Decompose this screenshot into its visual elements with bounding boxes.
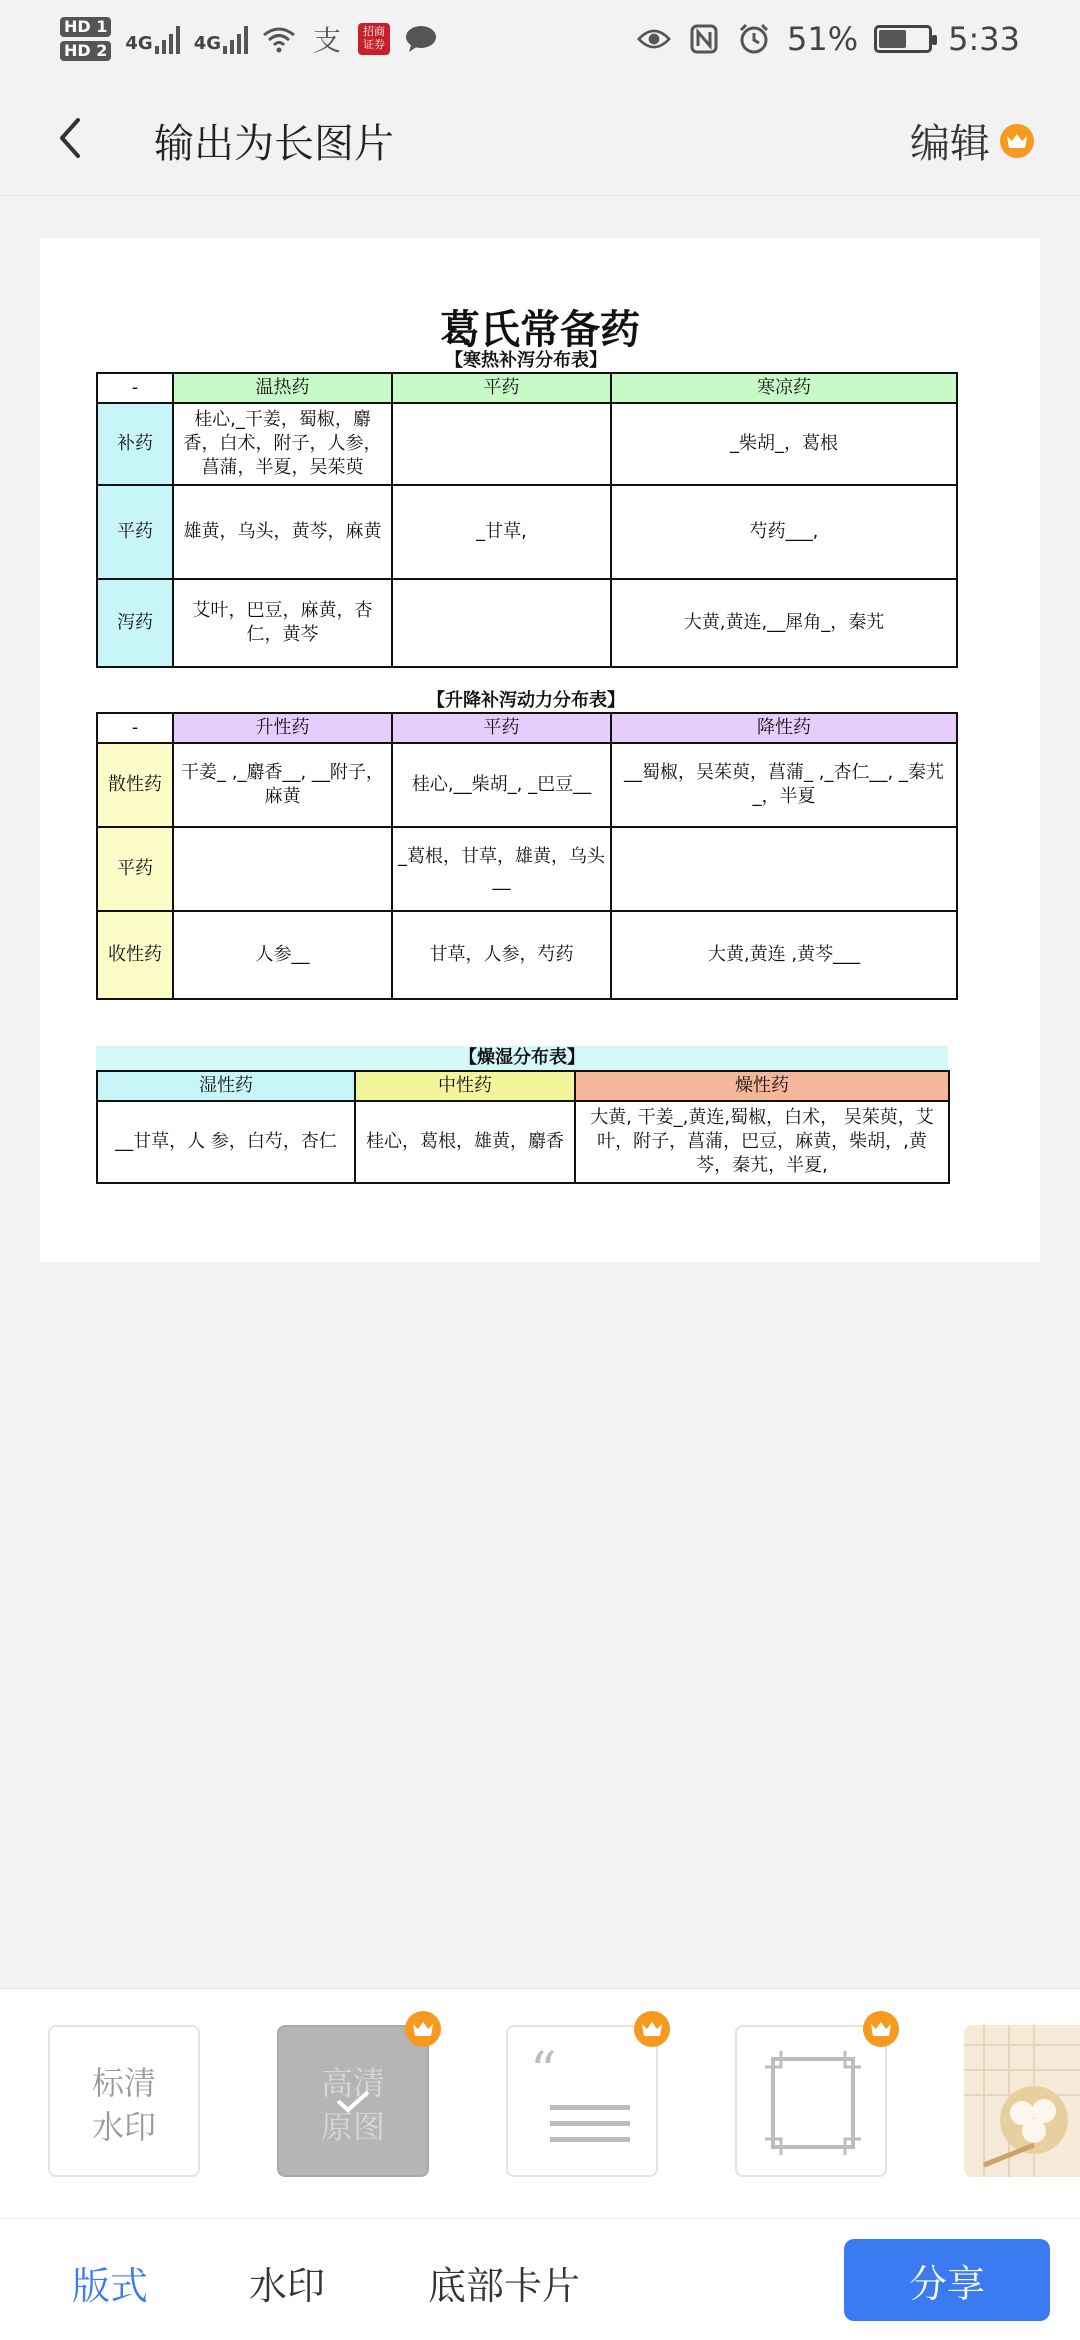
table-cell: 芍药___, [611, 485, 957, 579]
table-cell: 干姜_ ,_麝香__, __附子，麻黄 [173, 743, 392, 827]
edit-button[interactable] [910, 112, 1034, 169]
signal-1: 4G [125, 24, 179, 54]
row-label: 泻药 [97, 579, 173, 667]
table-header-cell: 湿性药 [97, 1071, 355, 1101]
quote-style-option[interactable] [506, 2025, 658, 2177]
table-cell [392, 579, 611, 667]
row-label: 散性药 [97, 743, 173, 827]
table-cell: 大黄,黄连 ,黄芩___ [611, 911, 957, 999]
eye-icon [637, 22, 671, 56]
table-cell: 甘草，人参，芍药 [392, 911, 611, 999]
table-cell: 雄黄，乌头，黄芩，麻黄 [173, 485, 392, 579]
checkmark-icon [335, 2089, 371, 2113]
back-button[interactable] [48, 108, 98, 168]
table-cell: 桂心,_干姜，蜀椒，麝香，白术，附子，人参，菖蒲，半夏，吴茱萸 [173, 403, 392, 485]
svg-text:“: “ [530, 2042, 557, 2102]
style-options-bar [0, 1988, 1080, 2218]
table-cell [392, 403, 611, 485]
app-notification-icon: 招商证券 [358, 23, 390, 55]
table-cell: _葛根，甘草，雄黄，乌头__ [392, 827, 611, 911]
page-title: 输出为长图片 [154, 121, 394, 167]
top-app-bar [0, 78, 1080, 196]
tab-footer-card[interactable]: 底部卡片 [428, 2264, 581, 2308]
table-cell: 人参__ [173, 911, 392, 999]
frame-icon [737, 2027, 889, 2179]
row-label: 补药 [97, 403, 173, 485]
share-button[interactable]: 分享 [844, 2239, 1050, 2321]
row-label: 收性药 [97, 911, 173, 999]
table-header-cell: 平药 [392, 373, 611, 403]
clock-time: 5:33 [948, 20, 1020, 58]
option-label: 高清 原图 [320, 2064, 385, 2146]
table-header-row [97, 713, 957, 743]
tab-watermark[interactable]: 水印 [249, 2264, 326, 2308]
wifi-icon [262, 22, 296, 56]
crown-icon [863, 2011, 899, 2047]
table-cell: 艾叶，巴豆，麻黄，杏仁，黄芩 [173, 579, 392, 667]
signal-bars-icon [155, 24, 180, 54]
signal-2: 4G [194, 24, 248, 54]
tab-format[interactable]: 版式 [72, 2264, 149, 2308]
table-cell: _甘草, [392, 485, 611, 579]
table-row [97, 1101, 949, 1183]
hd1-badge: HD 1 [60, 17, 111, 37]
table-cell: __蜀椒，吴茱萸，菖蒲_ ,_杏仁__, _秦艽_，半夏 [611, 743, 957, 827]
row-label: 平药 [97, 485, 173, 579]
option-label: 标清 水印 [91, 2064, 156, 2146]
signal-bars-icon [223, 24, 248, 54]
frame-style-option[interactable] [735, 2025, 887, 2177]
battery-icon [874, 25, 932, 53]
table-row [97, 403, 957, 485]
table-cell [611, 827, 957, 911]
table-row [97, 911, 957, 999]
sim-badges [60, 17, 111, 61]
table-header-cell: 寒凉药 [611, 373, 957, 403]
dumpling-thumbnail-icon [964, 2025, 1080, 2177]
standard-watermark-option[interactable] [48, 2025, 200, 2177]
table-cell: 大黄, 干姜_,黄连,蜀椒，白术， 吴茱萸，艾叶，附子，菖蒲，巴豆，麻黄，柴胡，,黄芩，秦艽，半夏, [575, 1101, 949, 1183]
table2-caption: 【升降补泻动力分布表】 [427, 690, 625, 711]
alipay-icon: 支 [312, 24, 341, 57]
table1-caption: 【寒热补泻分布表】 [445, 350, 607, 371]
table-header-cell: 中性药 [355, 1071, 575, 1101]
table-row [97, 485, 957, 579]
alarm-icon [737, 22, 771, 56]
crown-icon [1000, 124, 1034, 158]
quote-lines-icon [508, 2027, 660, 2179]
crown-icon [634, 2011, 670, 2047]
table-cell: _柴胡_，葛根 [611, 403, 957, 485]
table-cell: 桂心,__柴胡_, _巴豆__ [392, 743, 611, 827]
battery-percent: 51% [787, 20, 859, 58]
table-header-row [97, 373, 957, 403]
cold-heat-table [96, 372, 958, 668]
table-header-cell: - [97, 713, 173, 743]
lift-descend-table [96, 712, 958, 1000]
table-header-cell: 平药 [392, 713, 611, 743]
nfc-icon [687, 22, 721, 56]
dry-damp-table [96, 1070, 950, 1184]
table-header-cell: 燥性药 [575, 1071, 949, 1101]
status-bar [0, 0, 1080, 78]
table-cell: 大黄,黄连,__犀角_，秦艽 [611, 579, 957, 667]
table3-caption: 【燥湿分布表】 [96, 1046, 948, 1070]
status-left [60, 17, 438, 61]
table-row [97, 827, 957, 911]
long-image-preview[interactable] [40, 238, 1040, 1262]
table-row [97, 579, 957, 667]
table-header-cell: 升性药 [173, 713, 392, 743]
hd-original-option[interactable] [277, 2025, 429, 2177]
table-cell: 桂心，葛根，雄黄，麝香 [355, 1101, 575, 1183]
dumpling-theme-option[interactable] [964, 2025, 1080, 2177]
crown-icon [405, 2011, 441, 2047]
table-header-cell: 降性药 [611, 713, 957, 743]
status-right [637, 20, 1020, 58]
table-cell: __甘草，人 参，白芍，杏仁 [97, 1101, 355, 1183]
hd2-badge: HD 2 [60, 41, 111, 61]
table-header-cell: 温热药 [173, 373, 392, 403]
table-header-cell: - [97, 373, 173, 403]
row-label: 平药 [97, 827, 173, 911]
chevron-left-icon [48, 108, 98, 168]
document-title: 葛氏常备药 [440, 307, 640, 353]
edit-label: 编辑 [910, 121, 990, 167]
chat-icon [404, 22, 438, 56]
table-row [97, 743, 957, 827]
table-cell [173, 827, 392, 911]
bottom-tab-bar [0, 2218, 1080, 2340]
table-header-row [97, 1071, 949, 1101]
